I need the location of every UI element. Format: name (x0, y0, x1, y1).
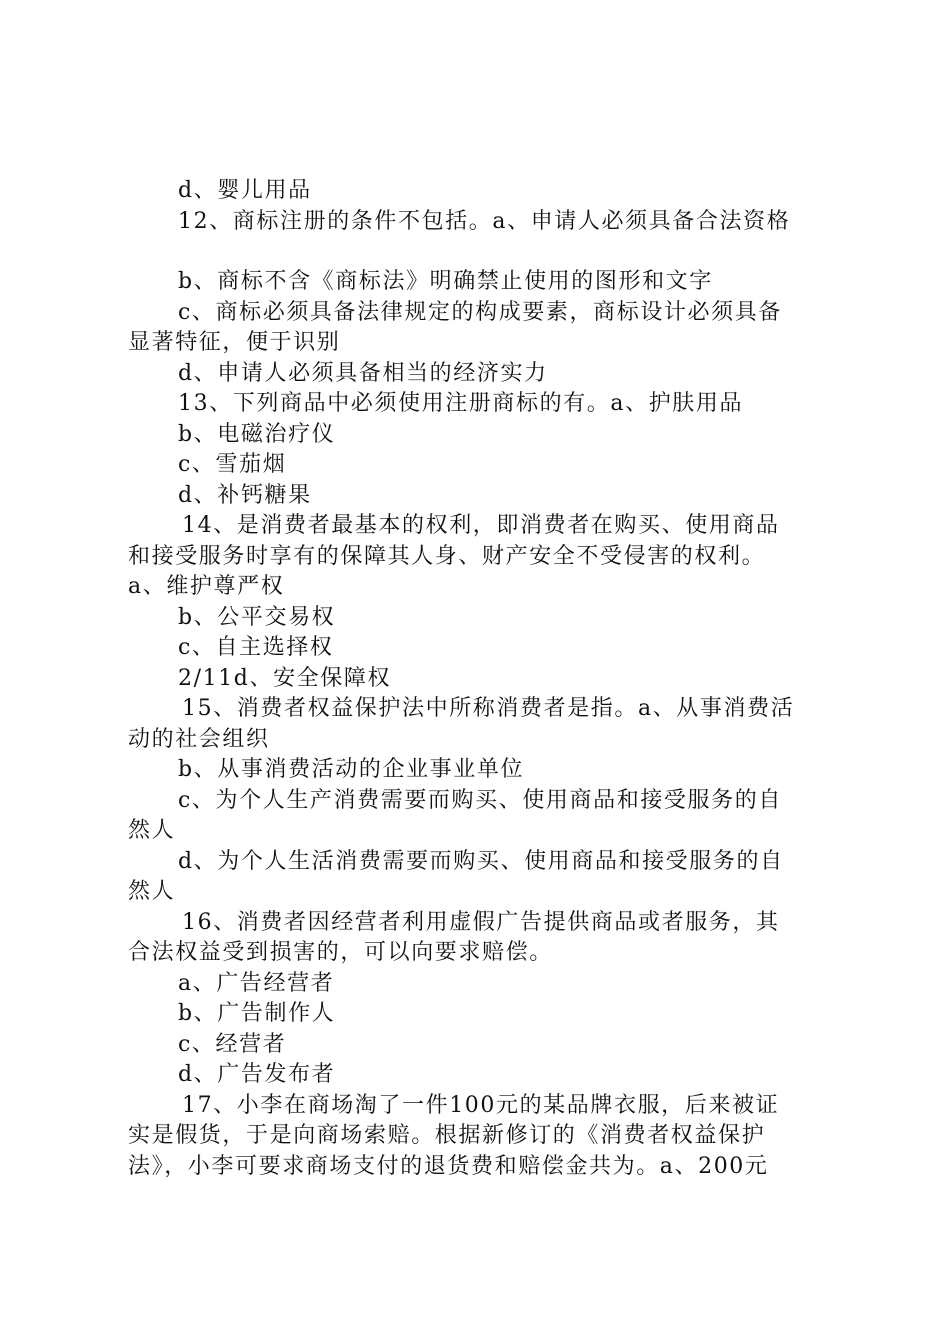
text-line: b、广告制作人 (178, 1001, 336, 1026)
text-line: 12、商标注册的条件不包括。a、申请人必须具备合法资格 (178, 208, 791, 234)
text-line: 法》，小李可要求商场支付的退货费和赔偿金共为。a、200元 (128, 1153, 769, 1179)
text-line: 动的社会组织 (128, 726, 270, 752)
text-line: b、从事消费活动的企业事业单位 (178, 757, 525, 782)
text-line: 实是假货，于是向商场索赔。根据新修订的《消费者权益保护 (128, 1123, 766, 1148)
text-line: 合法权益受到损害的，可以向要求赔偿。 (128, 940, 553, 965)
text-line: c、经营者 (178, 1031, 287, 1057)
text-line: a、维护尊严权 (128, 574, 285, 599)
text-line: c、雪茄烟 (178, 452, 287, 477)
text-line: 然人 (128, 818, 176, 843)
text-line: c、为个人生产消费需要而购买、使用商品和接受服务的自 (178, 787, 782, 813)
text-line: a、广告经营者 (178, 970, 335, 996)
text-line: d、广告发布者 (178, 1062, 336, 1087)
text-line: 15、消费者权益保护法中所称消费者是指。a、从事消费活 (182, 696, 795, 721)
text-line: d、申请人必须具备相当的经济实力 (178, 360, 548, 386)
text-line: 17、小李在商场淘了一件100元的某品牌衣服，后来被证 (182, 1092, 780, 1118)
text-line: b、电磁治疗仪 (178, 421, 336, 447)
text-line: 14、是消费者最基本的权利，即消费者在购买、使用商品 (182, 513, 780, 538)
text-line: b、公平交易权 (178, 604, 336, 630)
document-body (128, 176, 834, 1182)
text-line: 2/11d、安全保障权 (178, 665, 392, 691)
paragraph-gap (128, 237, 834, 267)
text-line: d、婴儿用品 (178, 178, 312, 203)
text-line: c、商标必须具备法律规定的构成要素，商标设计必须具备 (178, 299, 782, 325)
text-line: b、商标不含《商标法》明确禁止使用的图形和文字 (178, 269, 713, 294)
text-line: 和接受服务时享有的保障其人身、财产安全不受侵害的权利。 (128, 543, 766, 569)
text-line: d、补钙糖果 (178, 482, 312, 508)
text-line: 然人 (128, 879, 176, 904)
text-line: c、自主选择权 (178, 635, 334, 660)
text-line: d、为个人生活消费需要而购买、使用商品和接受服务的自 (178, 848, 784, 874)
text-line: 16、消费者因经营者利用虚假广告提供商品或者服务，其 (182, 909, 780, 935)
text-line: 13、下列商品中必须使用注册商标的有。a、护肤用品 (178, 391, 744, 416)
text-line: 显著特征，便于识别 (128, 330, 341, 355)
